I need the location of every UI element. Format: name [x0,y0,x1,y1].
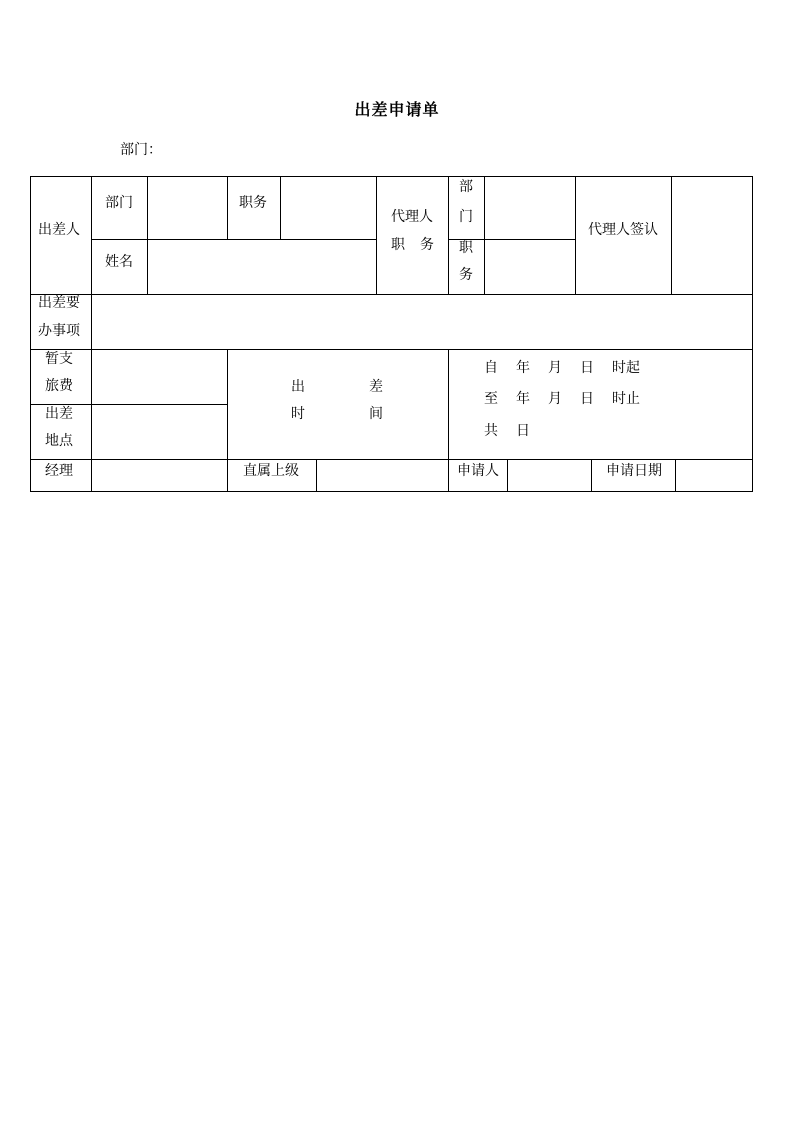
purpose-label-line-1: 出差要 [38,295,80,311]
period-to-day: 日 [580,391,594,407]
period-label-char-4: 间 [369,406,383,422]
col-divider-deputy-label [376,176,377,295]
col-divider-apply-date-value [675,459,676,492]
applicant-label: 申请人 [457,463,499,479]
row-divider-dept-name [92,239,377,240]
page-title: 出差申请单 [354,100,440,119]
manager-label: 经理 [45,463,73,479]
period-label-char-1: 出 [291,379,305,395]
deputy-pos-char-1: 职 [459,240,473,256]
period-to-month: 月 [548,391,562,407]
row-divider-signoff-top [30,459,753,460]
department-header-label: 部门： [120,142,162,158]
period-label-char-2: 差 [369,379,383,395]
traveler-label: 出差人 [38,222,80,238]
advance-label-line-1: 暂支 [45,351,73,367]
table-border-top [30,176,753,177]
deputy-position-char-b: 务 [420,237,434,253]
advance-label-line-2: 旅费 [45,378,73,394]
period-to-suffix: 时止 [612,391,640,407]
period-from-day: 日 [580,360,594,376]
apply-date-label: 申请日期 [606,463,662,479]
col-divider-deputy-dept-value [484,176,485,295]
row-divider-location-top [30,404,228,405]
period-from-suffix: 时起 [612,360,640,376]
name-label: 姓名 [105,254,133,270]
row-divider-purpose-top [30,294,753,295]
col-divider-signature-value [671,176,672,295]
purpose-label-line-2: 办事项 [38,323,80,339]
period-label-char-3: 时 [291,406,305,422]
period-from-year: 年 [516,360,530,376]
period-to-year: 年 [516,391,530,407]
department-label: 部门 [105,195,133,211]
col-divider-applicant-value [507,459,508,492]
table-border-bottom [30,491,753,492]
position-label: 职务 [239,195,267,211]
col-divider-position-value [280,176,281,240]
col-divider-label [91,176,92,492]
table-border-right [752,176,753,492]
col-divider-period-left [227,349,228,492]
col-divider-signature-label [575,176,576,295]
deputy-dept-char-1: 部 [459,179,473,195]
deputy-signature-label: 代理人签认 [588,222,658,238]
col-divider-position-label [227,176,228,240]
col-divider-dept-value [147,176,148,295]
supervisor-label: 直属上级 [243,463,299,479]
col-divider-period-right [448,349,449,492]
col-divider-apply-date-label [591,459,592,492]
col-divider-deputy-dept-label [448,176,449,295]
period-total-prefix: 共 [484,423,498,439]
deputy-dept-char-2: 门 [459,209,473,225]
period-from-self: 自 [484,360,498,376]
period-from-month: 月 [548,360,562,376]
deputy-label: 代理人 [391,209,433,225]
table-border-left [30,176,31,492]
period-to-self: 至 [484,391,498,407]
deputy-pos-char-2: 务 [459,267,473,283]
deputy-position-char-a: 职 [391,237,405,253]
period-total-day: 日 [516,423,530,439]
col-divider-supervisor-value [316,459,317,492]
location-label-line-2: 地点 [45,433,73,449]
location-label-line-1: 出差 [45,406,73,422]
row-divider-advance-top [30,349,753,350]
